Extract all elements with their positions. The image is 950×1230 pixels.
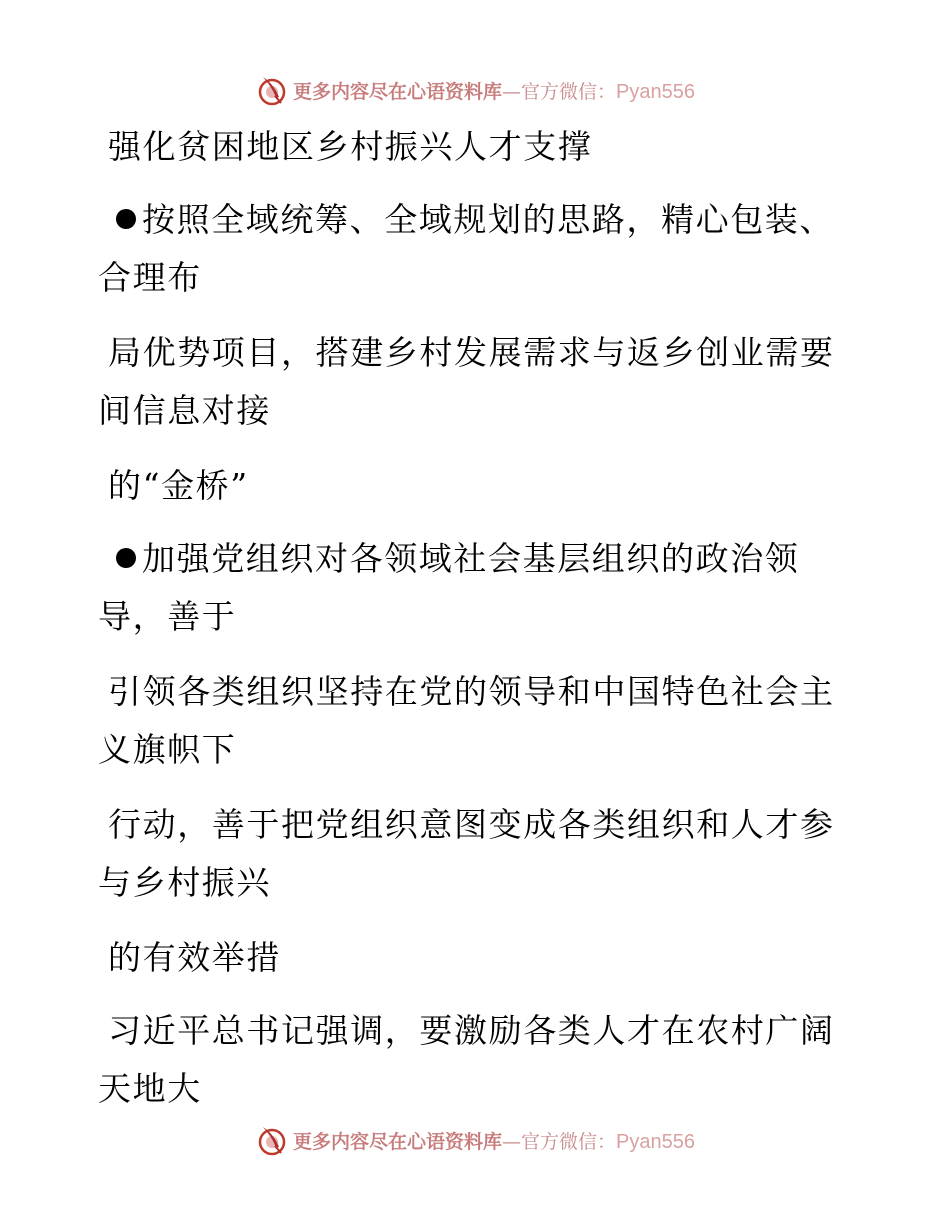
text-line: 行动，善于把党组织意图变成各类组织和人才参 <box>108 805 835 844</box>
text-line: 局优势项目，搭建乡村发展需求与返乡创业需要 <box>108 333 835 372</box>
text-line: 引领各类组织坚持在党的领导和中国特色社会主 <box>108 672 835 711</box>
heading-line: 强化贫困地区乡村振兴人才支撑 <box>108 127 593 166</box>
bullet-line-1 <box>116 200 834 240</box>
text-line: 的有效举措 <box>108 938 281 977</box>
text-line: 义旗帜下 <box>98 730 237 769</box>
watermark-site: 更多内容尽在心语资料库 <box>293 80 503 103</box>
header-watermark <box>0 70 950 110</box>
bullet-dot-icon <box>116 209 136 229</box>
quill-pen-logo-icon <box>255 73 289 107</box>
watermark-wechat-label: 官方微信： <box>521 80 617 103</box>
footer-watermark <box>0 1120 950 1160</box>
watermark-wechat-label: 官方微信： <box>521 1130 617 1153</box>
watermark-site: 更多内容尽在心语资料库 <box>293 1130 503 1153</box>
text-line: 加强党组织对各领域社会基层组织的政治领 <box>142 539 800 578</box>
text-line: 与乡村振兴 <box>98 863 271 902</box>
watermark-text <box>293 77 695 104</box>
text-line: 合理布 <box>98 258 202 297</box>
watermark-dash: — <box>502 80 522 103</box>
text-line: 的“金桥” <box>108 466 249 505</box>
quill-pen-logo-icon <box>255 1123 289 1157</box>
text-line: 按照全域统筹、全域规划的思路，精心包装、 <box>142 200 834 239</box>
text-line: 天地大 <box>98 1069 202 1108</box>
watermark-text <box>293 1127 695 1154</box>
text-line: 间信息对接 <box>98 391 271 430</box>
watermark-wechat-id: Pyan556 <box>616 1130 695 1153</box>
text-line: 导，善于 <box>98 597 237 636</box>
text-line: 习近平总书记强调，要激励各类人才在农村广阔 <box>108 1011 835 1050</box>
watermark-dash: — <box>502 1130 522 1153</box>
bullet-line-2 <box>116 539 799 579</box>
bullet-dot-icon <box>116 548 136 568</box>
watermark-wechat-id: Pyan556 <box>616 80 695 103</box>
